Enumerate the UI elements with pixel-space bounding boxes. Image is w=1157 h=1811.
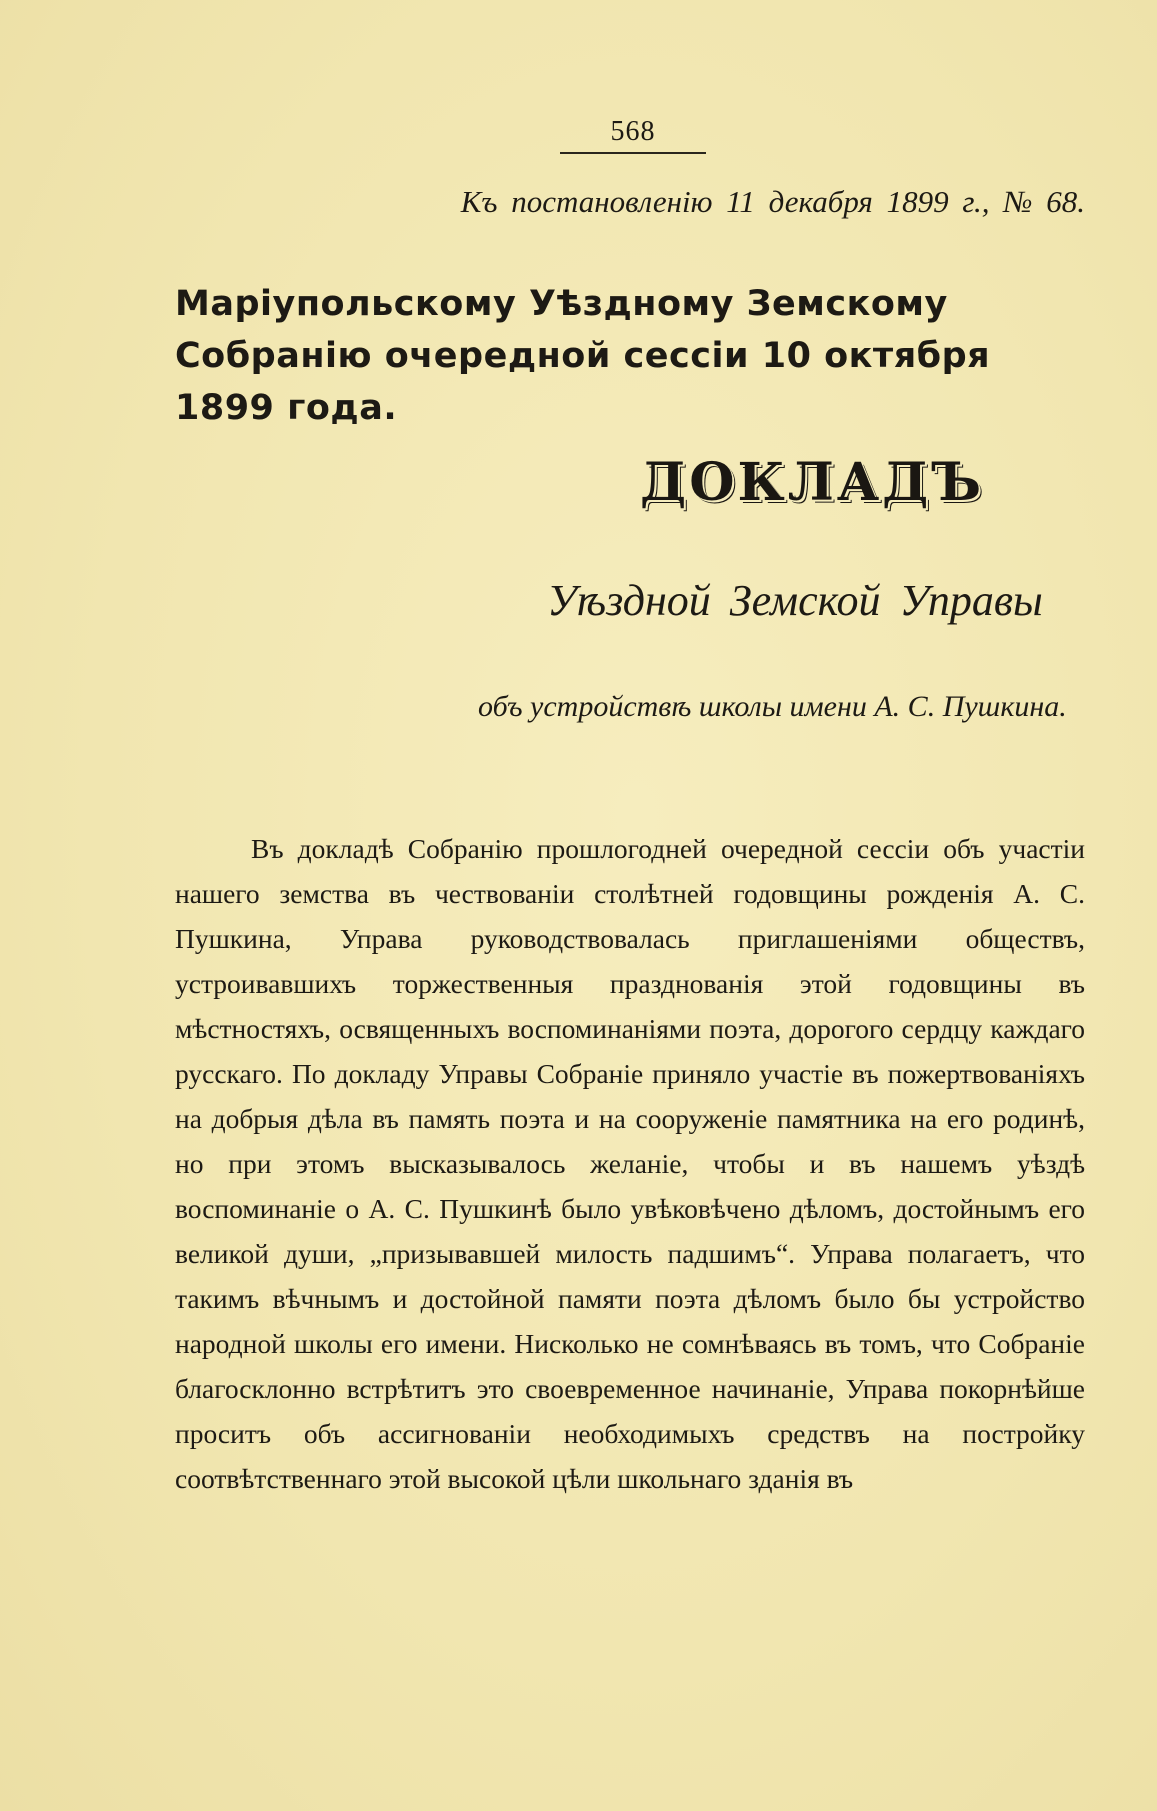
page-number: 568 <box>610 116 656 147</box>
assembly-title: Маріупольскому Уѣздному Земскому Собранію очередной сессіи 10 октября 1899 года. <box>175 284 991 428</box>
report-topic: объ устройствѣ школы имени А. С. Пушкина. <box>478 690 1067 723</box>
resolution-reference: Къ постановленію 11 декабря 1899 г., № 68. <box>460 184 1085 219</box>
report-subheading: Уѣздной Земской Управы <box>547 576 1043 625</box>
page-number-rule <box>560 152 706 154</box>
body-paragraph: Въ докладѣ Собранію прошлогодней очередной сессіи объ участіи нашего земства въ чествованіи столѣтней годовщины рожденія А. С. Пушкина, Управа руководствовалась приглашеніями обществъ, устроивавшихъ торжественныя празднованія этой годовщины въ мѣстностяхъ, освященныхъ воспоминаніями поэта, дорогого сердцу каждаго русскаго. По докладу Управы Собраніе приняло участіе въ пожертвованіяхъ на добрыя дѣла въ память поэта и на сооруженіе памятника на его родинѣ, но при этомъ высказывалось желаніе, чтобы и въ нашемъ уѣздѣ воспоминаніе о А. С. Пушкинѣ было увѣковѣчено дѣломъ, достойнымъ его великой души, „призывавшей милость падшимъ“. Управа полагаетъ, что такимъ вѣчнымъ и достойной памяти поэта дѣломъ было бы устройство народной школы его имени. Нисколько не сомнѣваясь въ томъ, что Собраніе благосклонно встрѣтитъ это своевременное начинаніе, Управа покорнѣйше проситъ объ ассигнованіи необходимыхъ средствъ на постройку соотвѣтственнаго этой высокой цѣли школьнаго зданія въ <box>175 833 1085 1494</box>
report-heading: ДОКЛАДЪ <box>640 452 985 513</box>
